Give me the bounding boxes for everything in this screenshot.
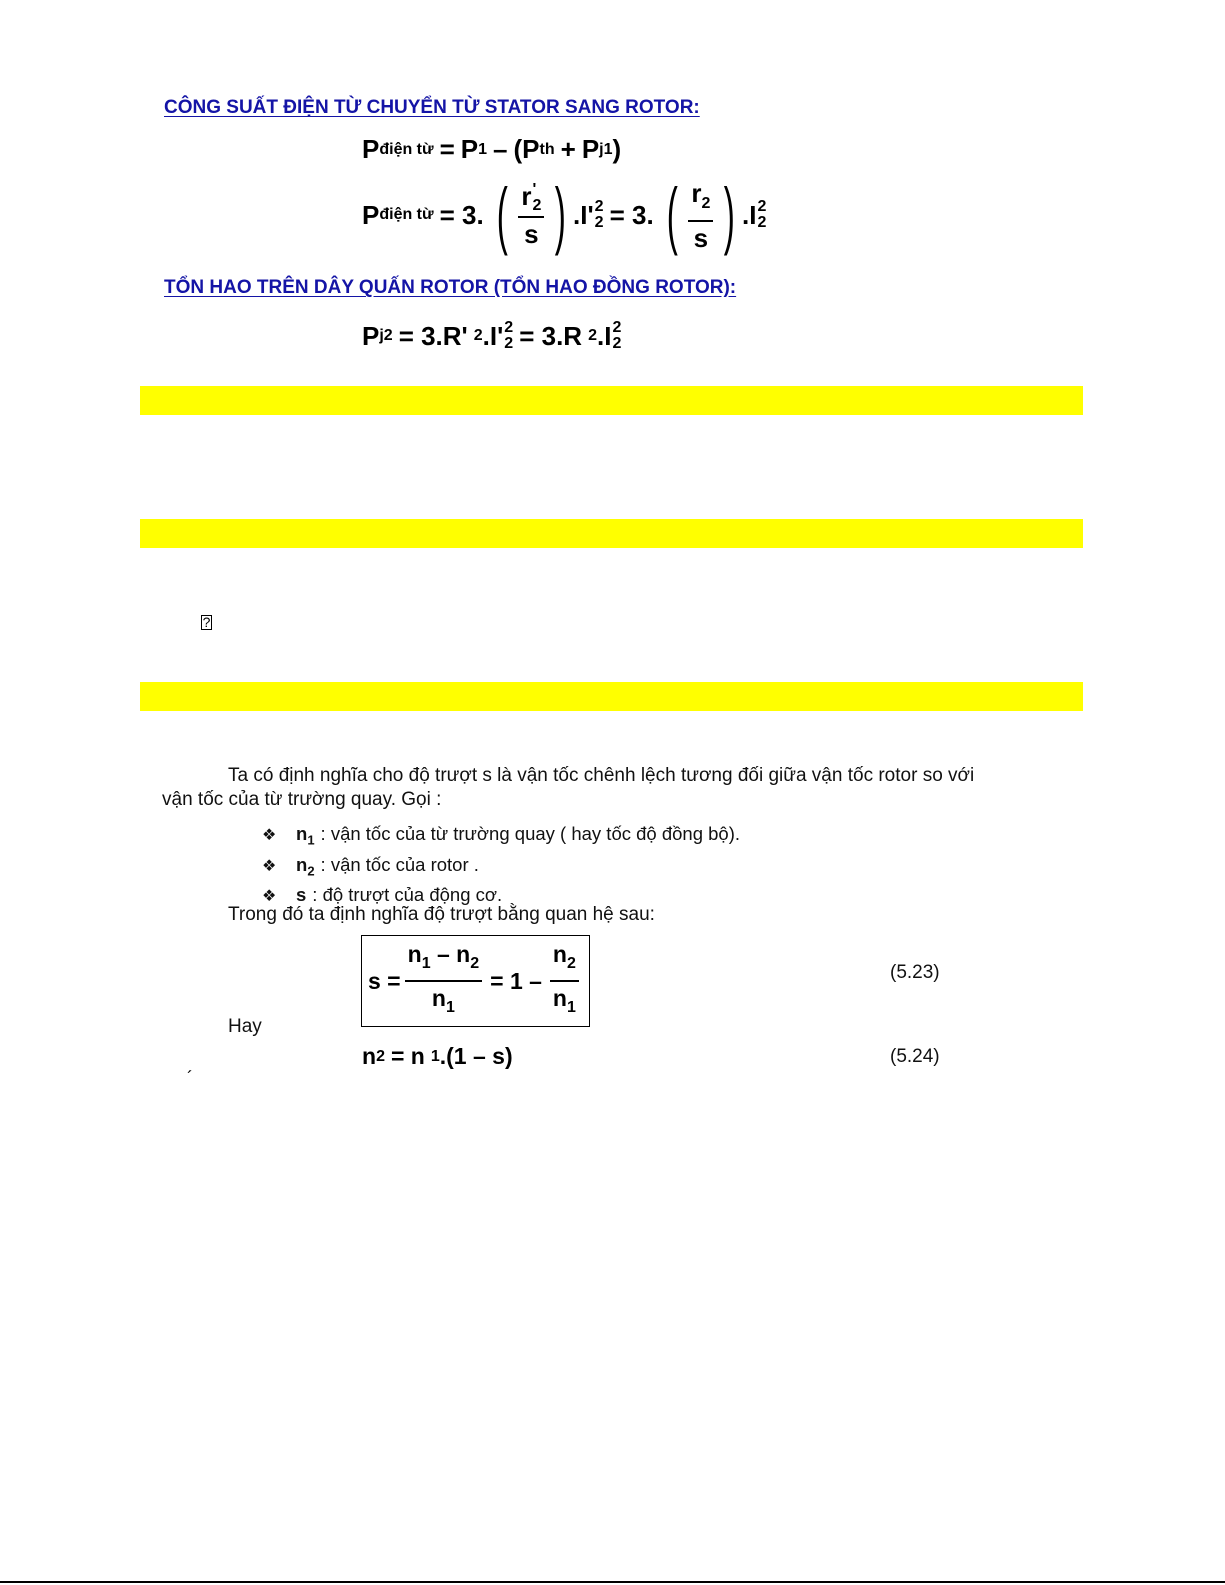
equation-number-5-24: (5.24) (890, 1046, 940, 1067)
equation-rotor-copper-loss: P j2 = 3.R' 2 .I' 2 2 = 3.R 2 .I 2 2 (362, 319, 622, 352)
equation-electromagnetic-power-1: P điện từ = P 1 – ( P th + P j1 ) (362, 134, 622, 164)
missing-glyph-icon: ? (202, 614, 211, 630)
highlight-bar-2 (140, 519, 1083, 548)
highlight-bar-1 (140, 386, 1083, 415)
diamond-bullet-icon: ❖ (262, 827, 277, 844)
heading-rotor-copper-loss: TỔN HAO TRÊN DÂY QUẤN ROTOR (TỔN HAO ĐỒNG ROTOR): (164, 277, 737, 298)
equation-5-23-slip: s = $\frac{n_1 - n_2}{n_1}$ = 1 – $\frac{n_2}{n_1}$ (361, 935, 590, 1027)
highlight-bar-3 (140, 682, 1083, 711)
list-item: ❖ s : độ trượt của động cơ. (262, 883, 740, 909)
diamond-bullet-icon: ❖ (262, 857, 277, 875)
slip-definition-line-1: Ta có định nghĩa cho độ trượt s là vận tốc chênh lệch tương đối giữa vận tốc rotor so với (228, 765, 975, 786)
list-item: ❖ $n_1$ : vận tốc của từ trường quay ( hay tốc độ đồng bộ). (262, 823, 741, 848)
page-bottom-border (0, 1581, 1225, 1583)
heading-power-transfer: CÔNG SUẤT ĐIỆN TỪ CHUYỂN TỪ STATOR SANG ROTOR: (164, 97, 700, 118)
list-item: ❖ $n_2$ : vận tốc của rotor . (262, 853, 479, 879)
definition-intro: Trong đó ta định nghĩa độ trượt bằng quan hệ sau: (228, 904, 655, 925)
word-hay: Hay (228, 1016, 262, 1037)
slip-definition-line-2: vận tốc của từ trường quay. Gọi : (162, 789, 442, 810)
diamond-bullet-icon: ❖ (262, 888, 277, 906)
equation-5-24-rotor-speed: n 2 = n 1 .(1 – s) (362, 1043, 513, 1069)
equation-electromagnetic-power-2: P điện từ = 3. ( r ' 2 s ) .I' 2 2 = 3. ( $\frac{r_2}{s}$ ) .I 2 2 (362, 173, 767, 256)
variable-list (262, 822, 740, 909)
equation-number-5-23: (5.23) (890, 962, 940, 983)
stray-mark: ´ (187, 1068, 193, 1088)
